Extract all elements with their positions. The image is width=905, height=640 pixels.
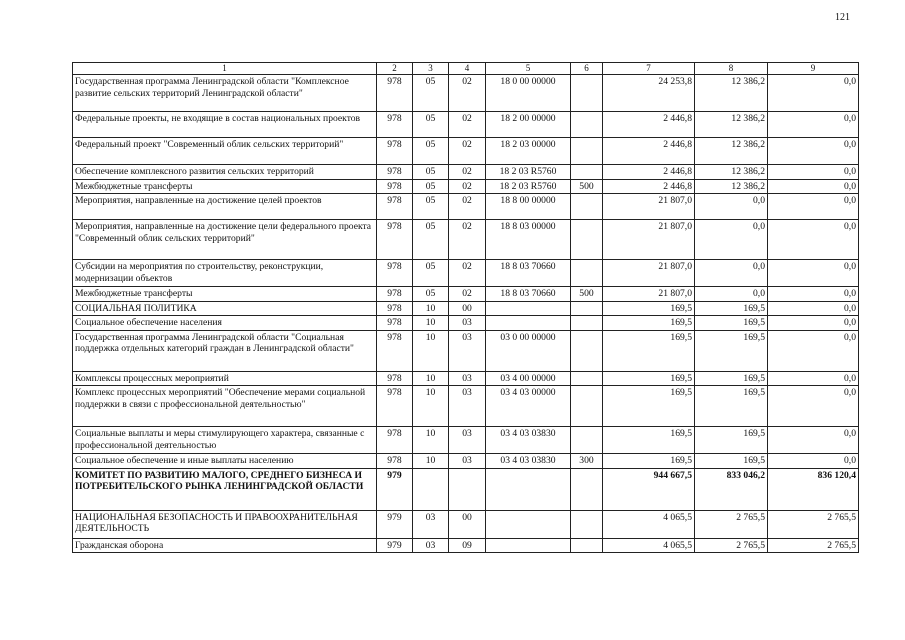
code-rz: 05: [413, 179, 449, 194]
col-header: 8: [695, 63, 768, 75]
amount-3: 0,0: [768, 301, 859, 316]
row-name: Федеральные проекты, не входящие в состав национальных проектов: [73, 112, 377, 138]
table-row: [73, 454, 859, 469]
code-rz: 05: [413, 194, 449, 220]
col-header: 2: [377, 63, 413, 75]
col-header: 9: [768, 63, 859, 75]
code-ved: 978: [377, 287, 413, 302]
budget-table: [72, 62, 859, 553]
table-row: [73, 301, 859, 316]
code-pr: [449, 468, 486, 510]
code-ved: 978: [377, 427, 413, 454]
row-name: Субсидии на мероприятия по строительству, реконструкции, модернизации объектов: [73, 260, 377, 287]
code-ved: 978: [377, 75, 413, 112]
code-pr: 02: [449, 165, 486, 180]
code-pr: 03: [449, 330, 486, 371]
code-csr: 03 4 03 00000: [486, 386, 571, 427]
amount-1: 4 065,5: [603, 538, 695, 553]
table-row: [73, 75, 859, 112]
code-csr: 03 4 03 03830: [486, 427, 571, 454]
amount-3: 0,0: [768, 427, 859, 454]
code-pr: 02: [449, 287, 486, 302]
row-name: Межбюджетные трансферты: [73, 287, 377, 302]
code-ved: 978: [377, 301, 413, 316]
amount-1: 169,5: [603, 316, 695, 331]
amount-2: 169,5: [695, 454, 768, 469]
amount-2: 833 046,2: [695, 468, 768, 510]
code-csr: 18 8 00 00000: [486, 194, 571, 220]
amount-2: 0,0: [695, 194, 768, 220]
code-rz: 10: [413, 371, 449, 386]
amount-3: 0,0: [768, 179, 859, 194]
code-pr: 02: [449, 194, 486, 220]
code-ved: 979: [377, 468, 413, 510]
table-row: [73, 112, 859, 138]
code-vr: [571, 75, 603, 112]
code-ved: 978: [377, 386, 413, 427]
amount-3: 0,0: [768, 260, 859, 287]
col-header: 4: [449, 63, 486, 75]
amount-1: 169,5: [603, 301, 695, 316]
row-name: Комплекс процессных мероприятий "Обеспечение мерами социальной поддержки в связи с профессиональной деятельностью": [73, 386, 377, 427]
code-csr: 18 8 03 70660: [486, 287, 571, 302]
code-pr: 02: [449, 112, 486, 138]
code-rz: 10: [413, 427, 449, 454]
code-rz: 05: [413, 165, 449, 180]
amount-1: 2 446,8: [603, 112, 695, 138]
table-row: [73, 386, 859, 427]
code-ved: 978: [377, 260, 413, 287]
amount-2: 12 386,2: [695, 112, 768, 138]
table-row: [73, 287, 859, 302]
amount-3: 0,0: [768, 316, 859, 331]
code-vr: [571, 316, 603, 331]
amount-3: 0,0: [768, 138, 859, 165]
code-csr: 18 8 03 00000: [486, 220, 571, 260]
row-name: Государственная программа Ленинградской области "Комплексное развитие сельских территорий Ленинградской области": [73, 75, 377, 112]
amount-1: 169,5: [603, 386, 695, 427]
amount-2: 169,5: [695, 316, 768, 331]
row-name: Межбюджетные трансферты: [73, 179, 377, 194]
row-name: НАЦИОНАЛЬНАЯ БЕЗОПАСНОСТЬ И ПРАВООХРАНИТЕЛЬНАЯ ДЕЯТЕЛЬНОСТЬ: [73, 510, 377, 538]
code-pr: 02: [449, 220, 486, 260]
code-pr: 03: [449, 454, 486, 469]
col-header: 5: [486, 63, 571, 75]
amount-2: 0,0: [695, 220, 768, 260]
amount-2: 169,5: [695, 301, 768, 316]
amount-3: 0,0: [768, 194, 859, 220]
code-rz: [413, 468, 449, 510]
code-rz: 05: [413, 75, 449, 112]
amount-1: 169,5: [603, 454, 695, 469]
table-row: [73, 165, 859, 180]
code-pr: 02: [449, 179, 486, 194]
table-row: [73, 194, 859, 220]
table-row: [73, 330, 859, 371]
amount-3: 0,0: [768, 112, 859, 138]
amount-2: 12 386,2: [695, 179, 768, 194]
amount-2: 0,0: [695, 287, 768, 302]
amount-1: 2 446,8: [603, 165, 695, 180]
code-csr: [486, 468, 571, 510]
code-pr: 09: [449, 538, 486, 553]
amount-3: 0,0: [768, 454, 859, 469]
amount-2: 12 386,2: [695, 75, 768, 112]
code-pr: 00: [449, 301, 486, 316]
page-number: 121: [835, 12, 850, 23]
row-name: Мероприятия, направленные на достижение цели федерального проекта "Современный облик сельских территорий": [73, 220, 377, 260]
code-vr: 500: [571, 287, 603, 302]
code-vr: [571, 112, 603, 138]
code-rz: 05: [413, 287, 449, 302]
amount-1: 2 446,8: [603, 138, 695, 165]
code-vr: [571, 260, 603, 287]
col-header: 1: [73, 63, 377, 75]
amount-3: 0,0: [768, 75, 859, 112]
amount-3: 0,0: [768, 330, 859, 371]
row-name: Государственная программа Ленинградской области "Социальная поддержка отдельных категорий граждан в Ленинградской области": [73, 330, 377, 371]
amount-1: 24 253,8: [603, 75, 695, 112]
code-rz: 10: [413, 386, 449, 427]
code-csr: [486, 510, 571, 538]
code-vr: [571, 371, 603, 386]
code-rz: 03: [413, 510, 449, 538]
code-pr: 00: [449, 510, 486, 538]
code-ved: 979: [377, 510, 413, 538]
table-row: [73, 427, 859, 454]
code-ved: 978: [377, 371, 413, 386]
amount-1: 4 065,5: [603, 510, 695, 538]
code-vr: [571, 301, 603, 316]
code-pr: 03: [449, 316, 486, 331]
row-name: Гражданская оборона: [73, 538, 377, 553]
table-row: [73, 316, 859, 331]
amount-2: 169,5: [695, 386, 768, 427]
code-csr: [486, 538, 571, 553]
amount-2: 169,5: [695, 330, 768, 371]
code-csr: 18 2 03 R5760: [486, 165, 571, 180]
amount-1: 21 807,0: [603, 287, 695, 302]
code-ved: 978: [377, 112, 413, 138]
code-vr: 500: [571, 179, 603, 194]
code-rz: 10: [413, 316, 449, 331]
code-rz: 05: [413, 112, 449, 138]
row-name: Комплексы процессных мероприятий: [73, 371, 377, 386]
col-header: 6: [571, 63, 603, 75]
code-rz: 10: [413, 454, 449, 469]
amount-1: 169,5: [603, 330, 695, 371]
row-name: Социальное обеспечение и иные выплаты населению: [73, 454, 377, 469]
amount-1: 944 667,5: [603, 468, 695, 510]
amount-3: 0,0: [768, 386, 859, 427]
amount-3: 2 765,5: [768, 510, 859, 538]
code-rz: 10: [413, 330, 449, 371]
code-pr: 02: [449, 75, 486, 112]
code-vr: [571, 510, 603, 538]
code-ved: 978: [377, 454, 413, 469]
table-row: [73, 220, 859, 260]
code-vr: [571, 386, 603, 427]
table-body: [73, 75, 859, 553]
code-csr: [486, 301, 571, 316]
table-row: [73, 138, 859, 165]
amount-1: 21 807,0: [603, 194, 695, 220]
col-header: 3: [413, 63, 449, 75]
table-row: [73, 510, 859, 538]
amount-1: 21 807,0: [603, 220, 695, 260]
row-name: Мероприятия, направленные на достижение целей проектов: [73, 194, 377, 220]
code-vr: [571, 330, 603, 371]
code-ved: 978: [377, 316, 413, 331]
code-csr: 18 2 03 R5760: [486, 179, 571, 194]
amount-1: 21 807,0: [603, 260, 695, 287]
row-name: Обеспечение комплексного развития сельских территорий: [73, 165, 377, 180]
amount-2: 169,5: [695, 427, 768, 454]
row-name: СОЦИАЛЬНАЯ ПОЛИТИКА: [73, 301, 377, 316]
code-vr: [571, 138, 603, 165]
row-name: Социальное обеспечение населения: [73, 316, 377, 331]
code-csr: 03 4 03 03830: [486, 454, 571, 469]
code-rz: 05: [413, 220, 449, 260]
code-pr: 03: [449, 371, 486, 386]
amount-2: 2 765,5: [695, 510, 768, 538]
code-ved: 978: [377, 220, 413, 260]
amount-2: 12 386,2: [695, 165, 768, 180]
code-csr: 18 2 03 00000: [486, 138, 571, 165]
table-row: [73, 468, 859, 510]
code-vr: [571, 220, 603, 260]
table-row: [73, 371, 859, 386]
code-ved: 978: [377, 165, 413, 180]
code-csr: 03 0 00 00000: [486, 330, 571, 371]
code-csr: [486, 316, 571, 331]
code-ved: 978: [377, 138, 413, 165]
code-ved: 978: [377, 330, 413, 371]
code-vr: [571, 538, 603, 553]
code-ved: 978: [377, 194, 413, 220]
amount-1: 2 446,8: [603, 179, 695, 194]
amount-1: 169,5: [603, 427, 695, 454]
header-row: [73, 63, 859, 75]
amount-3: 2 765,5: [768, 538, 859, 553]
code-rz: 10: [413, 301, 449, 316]
code-rz: 05: [413, 138, 449, 165]
code-pr: 03: [449, 386, 486, 427]
amount-2: 169,5: [695, 371, 768, 386]
code-vr: [571, 194, 603, 220]
code-ved: 979: [377, 538, 413, 553]
row-name: КОМИТЕТ ПО РАЗВИТИЮ МАЛОГО, СРЕДНЕГО БИЗНЕСА И ПОТРЕБИТЕЛЬСКОГО РЫНКА ЛЕНИНГРАДСКОЙ ОБЛАСТИ: [73, 468, 377, 510]
code-rz: 03: [413, 538, 449, 553]
amount-3: 836 120,4: [768, 468, 859, 510]
code-ved: 978: [377, 179, 413, 194]
amount-3: 0,0: [768, 371, 859, 386]
code-vr: [571, 165, 603, 180]
row-name: Федеральный проект "Современный облик сельских территорий": [73, 138, 377, 165]
amount-2: 0,0: [695, 260, 768, 287]
code-vr: 300: [571, 454, 603, 469]
code-pr: 02: [449, 138, 486, 165]
code-csr: 18 8 03 70660: [486, 260, 571, 287]
amount-1: 169,5: [603, 371, 695, 386]
code-csr: 18 2 00 00000: [486, 112, 571, 138]
amount-3: 0,0: [768, 220, 859, 260]
code-vr: [571, 468, 603, 510]
amount-2: 12 386,2: [695, 138, 768, 165]
table-row: [73, 538, 859, 553]
amount-2: 2 765,5: [695, 538, 768, 553]
code-pr: 03: [449, 427, 486, 454]
row-name: Социальные выплаты и меры стимулирующего характера, связанные с профессиональной деятельностью: [73, 427, 377, 454]
amount-3: 0,0: [768, 165, 859, 180]
amount-3: 0,0: [768, 287, 859, 302]
table-row: [73, 179, 859, 194]
code-csr: 03 4 00 00000: [486, 371, 571, 386]
code-pr: 02: [449, 260, 486, 287]
code-rz: 05: [413, 260, 449, 287]
col-header: 7: [603, 63, 695, 75]
table-row: [73, 260, 859, 287]
code-vr: [571, 427, 603, 454]
code-csr: 18 0 00 00000: [486, 75, 571, 112]
